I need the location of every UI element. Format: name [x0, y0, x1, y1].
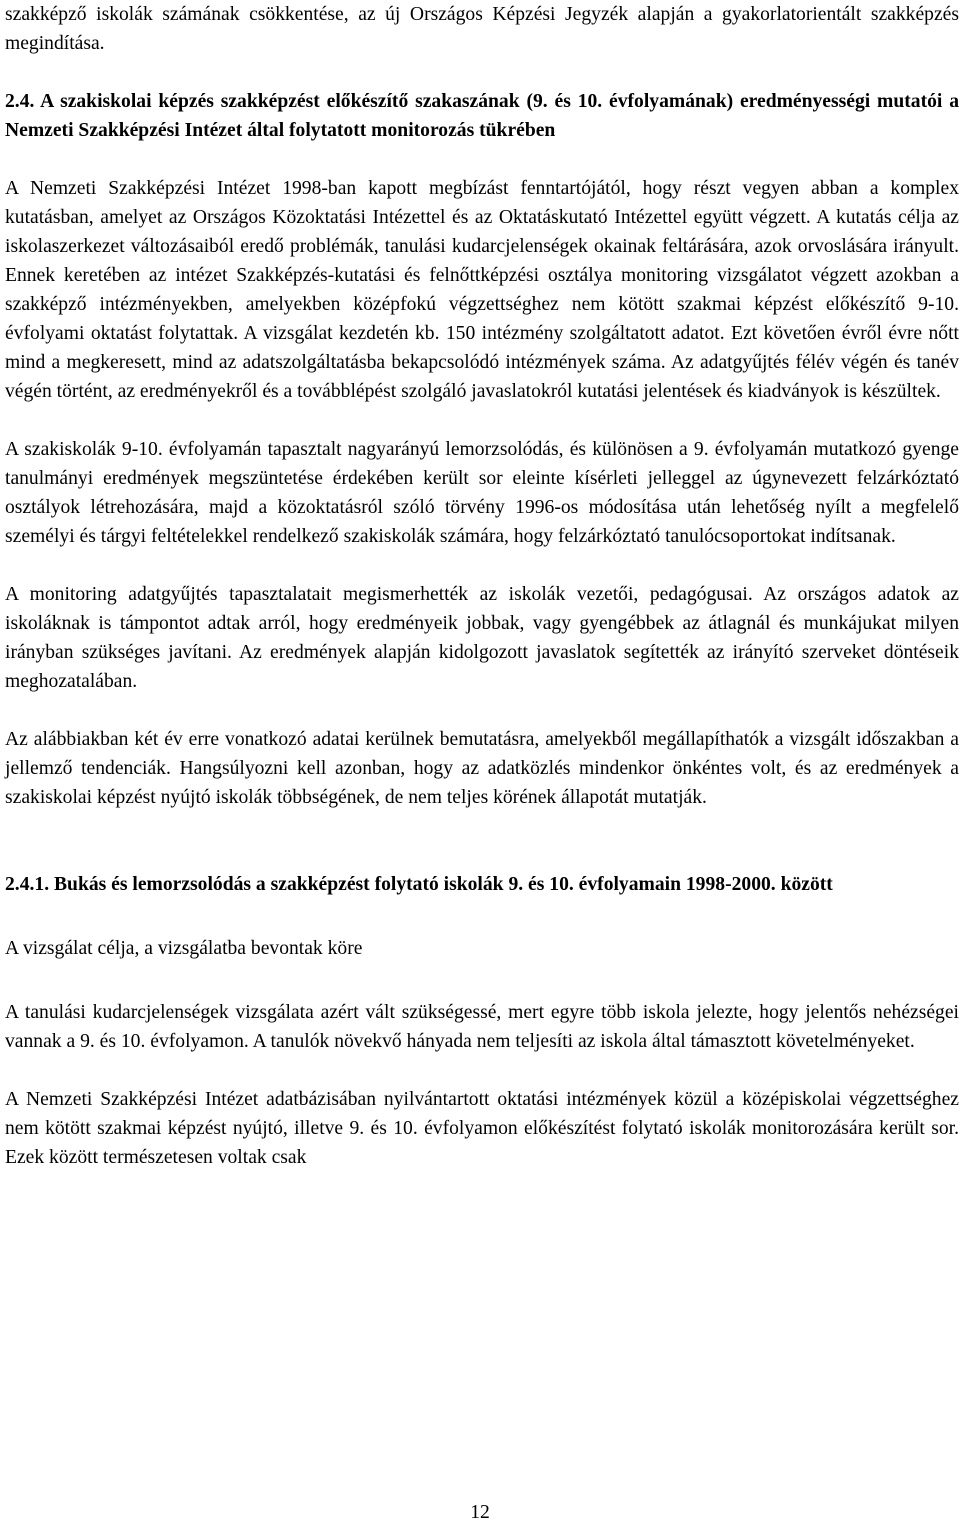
document-page: [5, 0, 959, 1172]
section-heading: 2.4. A szakiskolai képzés szakképzést előkészítő szakaszának (9. és 10. évfolyamának) eredményességi mutatói a Nemzeti Szakképzési Intézet által folytatott monitorozás tükrében: [5, 91, 959, 141]
subsection-subtitle: A vizsgálat célja, a vizsgálatba bevontak köre: [5, 938, 363, 959]
page-number: 12: [470, 1502, 490, 1523]
subsection-heading: 2.4.1. Bukás és lemorzsolódás a szakképzést folytató iskolák 9. és 10. évfolyamain 1998-2000. között: [5, 874, 833, 895]
body-paragraph: Az alábbiakban két év erre vonatkozó adatai kerülnek bemutatásra, amelyekből megállapíthatók a vizsgált időszakban a jellemző tendenciák. Hangsúlyozni kell azonban, hogy az adatközlés mindenkor önkéntes volt, és az eredmények a szakiskolai képzést nyújtó iskolák többségének, de nem teljes körének állapotát mutatják.: [5, 729, 959, 808]
body-paragraph: szakképző iskolák számának csökkentése, az új Országos Képzési Jegyzék alapján a gyakorlatorientált szakképzés megindítása.: [5, 4, 959, 54]
body-paragraph: A tanulási kudarcjelenségek vizsgálata azért vált szükségessé, mert egyre több iskola jelezte, hogy jelentős nehézségei vannak a 9. és 10. évfolyamon. A tanulók növekvő hányada nem teljesíti az iskola által támasztott követelményeket.: [5, 1002, 959, 1052]
body-paragraph: A monitoring adatgyűjtés tapasztalatait megismerhették az iskolák vezetői, pedagógusai. Az országos adatok az iskoláknak is támpontot adtak arról, hogy eredményeik jobbak, vagy gyengébbek az átlagnál és munkájukat milyen irányban szükséges javítani. Az eredmények alapján kidolgozott javaslatok segítették az irányító szerveket döntéseik meghozatalában.: [5, 584, 959, 692]
body-paragraph: A Nemzeti Szakképzési Intézet adatbázisában nyilvántartott oktatási intézmények közül a középiskolai végzettséghez nem kötött szakmai képzést nyújtó, illetve 9. és 10. évfolyamon előkészítést folytató iskolák monitorozására került sor. Ezek között természetesen voltak csak: [5, 1089, 959, 1168]
body-paragraph: A szakiskolák 9-10. évfolyamán tapasztalt nagyarányú lemorzsolódás, és különösen a 9. évfolyamán mutatkozó gyenge tanulmányi eredmények megszüntetése érdekében került sor eleinte kísérleti jelleggel az úgynevezett felzárkóztató osztályok létrehozására, majd a közoktatásról szóló törvény 1996-os módosítása után lehetőség nyílt a megfelelő személyi és tárgyi feltételekkel rendelkező szakiskolák számára, hogy felzárkóztató tanulócsoportokat indítsanak.: [5, 439, 959, 547]
body-paragraph: A Nemzeti Szakképzési Intézet 1998-ban kapott megbízást fenntartójától, hogy részt vegyen abban a komplex kutatásban, amelyet az Országos Közoktatási Intézettel és az Oktatáskutató Intézettel együtt végzett. A kutatás célja az iskolaszerkezet változásaiból eredő problémák, tanulási kudarcjelenségek okainak feltárására, azok orvoslására irányult. Ennek keretében az intézet Szakképzés-kutatási és felnőttképzési osztálya monitoring vizsgálatot végzett azokban a szakképző intézményekben, amelyekben középfokú végzettséghez nem kötött szakmai képzést előkészítő 9-10. évfolyami oktatást folytattak. A vizsgálat kezdetén kb. 150 intézmény szolgáltatott adatot. Ezt követően évről évre nőtt mind a megkeresett, mind az adatszolgáltatásba bekapcsolódó intézmények száma. Az adatgyűjtés félév végén és tanév végén történt, az eredményekről és a továbblépést szolgáló javaslatokról kutatási jelentések és kiadványok is készültek.: [5, 178, 959, 402]
